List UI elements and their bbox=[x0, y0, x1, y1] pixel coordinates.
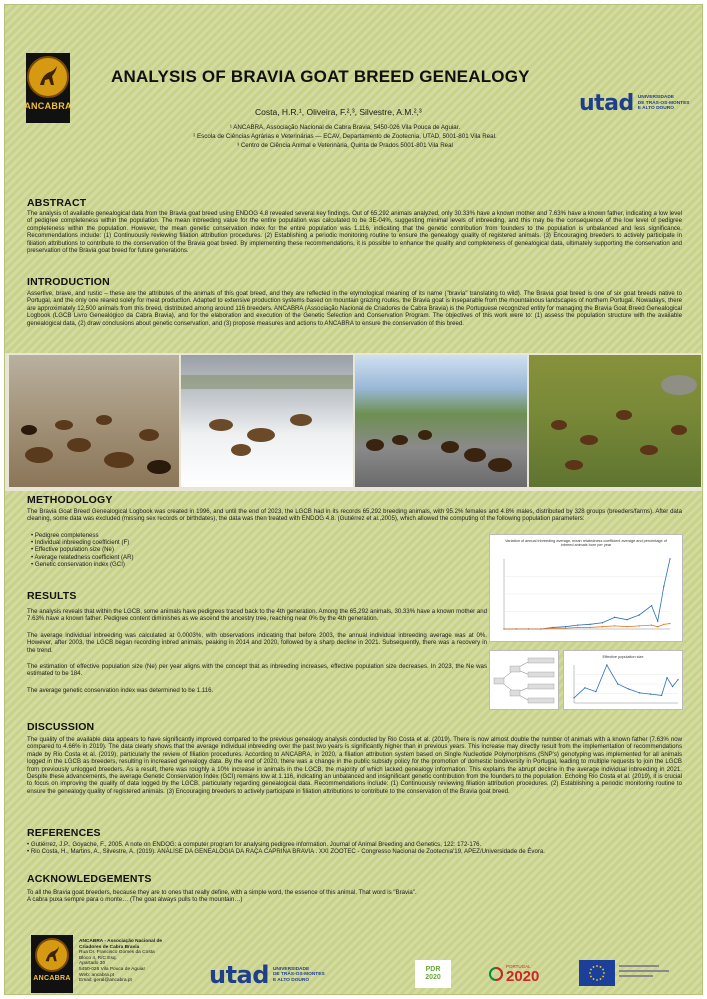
affiliation-3: ³ Centro de Ciência Animal e Veterinária, Quinta de Prados 5001-801 Vila Real bbox=[237, 142, 453, 149]
chart-title-2: Effective population size bbox=[602, 655, 644, 659]
footer-ancabra-logo bbox=[31, 935, 73, 993]
data-point bbox=[528, 628, 529, 629]
data-point bbox=[672, 686, 673, 687]
methodology-text: The Bravia Goat Breed Genealogical Logbook was created in 1996, and until the end of 2023, the LGCB had in its records 65,292 breeding animals, with 95.2% females and 4.8% males, distributed by 328 groups (breeders/farms). After data cleaning, some data was excluded (missing sex records or birthdates), the data was then treated with ENDOG 4.8. (Gutiérrez et al.,2005), which allowed the computing of the following population parameters: bbox=[27, 508, 682, 523]
data-point bbox=[589, 624, 590, 625]
footer-address-2: Bloco 4, R/C Esq. bbox=[79, 955, 117, 961]
eu-star bbox=[600, 978, 602, 980]
data-point bbox=[614, 625, 615, 626]
methodology-heading: METHODOLOGY bbox=[27, 494, 113, 506]
poster bbox=[4, 4, 703, 995]
results-paragraph-1: The analysis reveals that within the LGCB, some animals have pedigrees traced back to the 4th generation. Among the 65,292 animals, 30.33% have a known mother and 7.63% have a known father. Pedigree content diminishes as we ascend the ancestry tree, reaching near 0% by the 4th generation. bbox=[27, 608, 487, 623]
ancabra-logo-text: ANCABRA bbox=[24, 101, 72, 111]
list-item: • Individual inbreeding coefficient (F) bbox=[31, 539, 311, 546]
footer-utad-wordmark: utad bbox=[209, 961, 269, 989]
eu-stars-icon bbox=[587, 963, 607, 983]
pdr-2020-logo bbox=[415, 960, 451, 988]
data-point bbox=[651, 605, 652, 606]
data-point bbox=[639, 625, 640, 626]
reference-item: • Rio Costa, H., Martins, A., Silvestre, A. (2019). ANÁLISE DA GENEALOGIA DA RAÇA CAPRINA BRAVIA . XXI ZOOTEC - Congresso Nacional de Zootecnia'19, APEZ/Universidade de Évora. bbox=[27, 848, 682, 855]
eu-star bbox=[593, 978, 595, 980]
data-point bbox=[626, 619, 627, 620]
footer-org-name: ANCABRA - Associação Nacional de Criadores de Cabra Bravia bbox=[79, 939, 163, 950]
data-point bbox=[577, 624, 578, 625]
chart-title-1: Variation of annual inbreeding average, mean relatedness coefficient average and percentage of inbreed animals born per year bbox=[505, 539, 667, 548]
introduction-heading: INTRODUCTION bbox=[27, 276, 110, 288]
chart-2-plot bbox=[564, 661, 683, 710]
data-point bbox=[589, 627, 590, 628]
data-point bbox=[626, 626, 627, 627]
data-point bbox=[602, 622, 603, 623]
data-point bbox=[650, 693, 651, 694]
data-point bbox=[584, 687, 585, 688]
portugal-2020-logo bbox=[489, 960, 567, 988]
affiliation-2: ² Escola de Ciências Agrárias e Veterinárias — ECAV, Departamento de Zootecnia, UTAD, 5001-801 Vila Real. bbox=[193, 133, 497, 140]
data-point bbox=[666, 677, 667, 678]
eu-star bbox=[590, 969, 592, 971]
data-point bbox=[573, 697, 574, 698]
data-point bbox=[617, 683, 618, 684]
portugal-flag-icon bbox=[489, 965, 503, 983]
references-heading: REFERENCES bbox=[27, 827, 101, 839]
eu-star bbox=[593, 966, 595, 968]
data-point bbox=[516, 628, 517, 629]
data-point bbox=[661, 695, 662, 696]
pdr-logo-text: PDR 2020 bbox=[425, 966, 441, 981]
abstract-heading: ABSTRACT bbox=[27, 197, 87, 209]
methodology-list bbox=[31, 532, 311, 568]
goats-road-photo bbox=[355, 355, 527, 487]
portugal-year: 2020 bbox=[506, 968, 540, 985]
footer-address-3: Apartado 30 bbox=[79, 961, 106, 967]
results-paragraph-2: The average individual inbreeding was calculated at 0.0003%, with observations indicating that before 2003, the annual individual inbreeding average was at 0%. However, after 2003, the LGCB began recording inbred animals, peaking in 2014 and 2020, followed by a sharp decline in 2021. Subsequently, there was a recovery in the trend. bbox=[27, 631, 487, 654]
data-point bbox=[602, 626, 603, 627]
results-paragraph-4: The average genetic conservation index was determined to be 1.116. bbox=[27, 686, 214, 694]
eu-star bbox=[600, 966, 602, 968]
inbreeding-chart bbox=[489, 534, 683, 642]
data-point bbox=[651, 624, 652, 625]
data-point bbox=[503, 628, 504, 629]
results-paragraph-3: The estimation of effective population size (Ne) per year aligns with the concept that as inbreeding increases, effective population size decreases. In 2023, the Ne was estimated to be 184. bbox=[27, 663, 487, 678]
footer-address-4: 5450-026 Vila Pouca de Aguiar bbox=[79, 966, 146, 972]
acknowledgement-line-2: A cabra puxa sempre para o monte… (The goat always pulls to the mountain…) bbox=[27, 896, 243, 904]
discussion-text: The quality of the available data appears to have significantly improved compared to the previous genealogy analysis conducted by Rio Costa et al. (2019). There is now almost double the number of animals with a known father (7.63% now compared to 4.66% in 2019). The data clearly shows that the average individual inbreeding over the past two years is significantly higher than in previous years. This increase may directly result from the implementation of recommendations made by Rio Costa et al. (2019), particularly the review of filiation procedures. According to ANCABRA, in 2020, a filiation attribution system based on Single Nucleotide Polymorphisms (SNP's) genotyping was implemented for all animals logged in the LGCB as breeders, resulting in increased genealogy data. By the end of 2020, there was a change in the public subsidy policy for the promotion of domestic biodiversity in Portugal, leading to multiple requests to join the LGCB from previously unlogged breeders. As a result, there was roughly a 10% increase in animals in the LGCB, the majority of which lacked genealogy information. This explains the abrupt decline in the average individual inbreeding in 2021. Despite these advancements, the average Genetic Conservation Index (GCI) remains low at 1.116, indicating an unbalanced and insignificant genetic contribution from the founders to the population. Echoing Rio Costa et al. (2019), it is crucial to focus on improving the quality of data logged by the LGCB, particularly regarding genealogical data. Recommendations include: (1) Continuously reviewing filiation attribution procedures. (2) Establishing a periodic monitoring routine to ensure the genealogy quality of registered animals. (3) Encouraging breeders to actively participate in filiation attributions to contribute to the conservation of the Bravia goat breed. bbox=[27, 736, 682, 795]
goat-emblem-icon bbox=[35, 938, 69, 972]
data-point bbox=[639, 614, 640, 615]
footer-email: Email: geral@ancabra.pt bbox=[79, 978, 132, 984]
eu-star bbox=[596, 965, 598, 967]
utad-wordmark: utad bbox=[579, 91, 634, 116]
eu-star bbox=[596, 979, 598, 981]
results-heading: RESULTS bbox=[27, 590, 77, 602]
reference-item: • Gutiérrez, J.P., Goyache, F., 2005. A note on ENDOG: a computer program for analysing pedigree information. Journal of Animal Breeding and Genetics, 122: 172-176. bbox=[27, 841, 682, 848]
data-point bbox=[669, 623, 670, 624]
acknowledgements-text bbox=[27, 889, 682, 904]
poster-title: ANALYSIS OF BRAVIA GOAT BREED GENEALOGY bbox=[111, 67, 530, 86]
data-point bbox=[614, 617, 615, 618]
data-point bbox=[677, 679, 678, 680]
eu-star bbox=[602, 969, 604, 971]
discussion-heading: DISCUSSION bbox=[27, 721, 95, 733]
data-point bbox=[663, 586, 664, 587]
portugal-label: PORTUGAL bbox=[506, 964, 531, 969]
footer-contact bbox=[79, 939, 169, 984]
footer-web: Web: ancabra.pt bbox=[79, 972, 115, 978]
footer-utad-sub-1: UNIVERSIDADE bbox=[272, 966, 310, 972]
list-item: • Pedigree completeness bbox=[31, 532, 311, 539]
data-point bbox=[577, 627, 578, 628]
footer-utad-sub-3: E ALTO DOURO bbox=[272, 977, 310, 983]
eu-star bbox=[602, 976, 604, 978]
pedigree-figure bbox=[489, 650, 559, 710]
results-text bbox=[27, 608, 487, 694]
data-point bbox=[657, 621, 658, 622]
series-line-0 bbox=[574, 665, 678, 698]
data-point bbox=[657, 626, 658, 627]
utad-logo bbox=[579, 91, 689, 116]
data-point bbox=[552, 628, 553, 629]
data-point bbox=[639, 692, 640, 693]
list-item: • Average relatedness coefficient (AR) bbox=[31, 554, 311, 561]
list-item: • Genetic conservation index (GCI) bbox=[31, 561, 311, 568]
effective-population-chart bbox=[563, 650, 683, 710]
data-point bbox=[628, 688, 629, 689]
data-point bbox=[669, 558, 670, 559]
goat-emblem-icon bbox=[27, 56, 69, 98]
data-point bbox=[663, 624, 664, 625]
data-point bbox=[595, 691, 596, 692]
eu-star bbox=[590, 976, 592, 978]
pedigree-tree-graphic bbox=[490, 651, 559, 710]
data-point bbox=[540, 628, 541, 629]
references-list bbox=[27, 841, 682, 855]
goat-herd-photo-1 bbox=[9, 355, 179, 487]
eu-star bbox=[603, 972, 605, 974]
footer-utad-sub-2: DE TRÁS-OS-MONTES bbox=[272, 972, 325, 978]
footer-utad-logo bbox=[209, 961, 325, 989]
utad-sub-1: UNIVERSIDADE bbox=[637, 95, 675, 101]
acknowledgements-heading: ACKNOWLEDGEMENTS bbox=[27, 873, 152, 885]
eu-caption bbox=[619, 963, 679, 983]
eu-flag-logo bbox=[579, 960, 615, 986]
authors: Costa, H.R.¹, Oliveira, F.²,³, Silvestre, A.M.²,³ bbox=[255, 107, 422, 117]
footer-logo-text: ANCABRA bbox=[33, 975, 71, 982]
ancabra-logo bbox=[26, 53, 70, 123]
data-point bbox=[606, 664, 607, 665]
goats-mountain-photo bbox=[529, 355, 701, 487]
goat-snow-photo bbox=[181, 355, 353, 487]
acknowledgement-line-1: To all the Bravia goat breeders, because they are to ones that really define, with a simple word, the essence of this animal. That word is "Bravia". bbox=[27, 889, 417, 896]
data-point bbox=[565, 626, 566, 627]
data-point bbox=[565, 628, 566, 629]
utad-sub-3: E ALTO DOURO bbox=[637, 106, 674, 112]
affiliation-1: ¹ ANCABRA, Associação Nacional de Cabra Bravia, 5450-026 Vila Pouca de Aguiar. bbox=[229, 124, 461, 131]
footer-address-1: Rua Dr. Francisco Gomes da Costa bbox=[79, 950, 155, 956]
list-item: • Effective population size (Ne) bbox=[31, 546, 311, 553]
introduction-text: Assertive, brave, and rustic – these are the attributes of the animals of this goat breed, and they are reflected in the etymological meaning of its name ("bravia" translating to wild). The Bravia goat breed is one of six goat breeds native to Portugal, and the only one reared solely for meat production. Adapted to extensive production systems based on mountain grazing routes, the Bravia goat is inseparable from the mountainous landscapes of northern Portugal. Nowadays, there are approximately 12,500 animals from this breed, distributed among around 116 breeders. ANCABRA (Associação Nacional de Criadores de Cabra Bravia) is the Portuguese recognized entity for managing the Bravia Goat Breed Genealogical Logbook (LGCB Livro Genealógico da Cabra Bravia), and for the elaboration and execution of the Genetic Selection and Conservation Program. The objectives of this work were to: (1) assess the population structure with the available genealogical data, (2) draw conclusions about genetic conservation, and (3) propose measures and actions to ANCABRA to ensure the conservation of this breed. bbox=[27, 290, 682, 327]
abstract-text: The analysis of available genealogical data from the Bravia goat breed using ENDOG 4.8 revealed several key findings. Out of 65,292 animals analyzed, only 30.33% have a known mother and 7.63% have a known father, indicating a low level of pedigree completeness within the population. The mean inbreeding value for the entire population was calculated to be 3E-04%, suggesting minimal levels of inbreeding, and this may be the consequence of the low level of pedigree completeness within the population. However, the mean genetic conservation index for the entire population was 1.116, indicating that the genetic contribution from founders to the population is unbalanced and less significance. Recommendations include: (1) Continuously reviewing filiation attribution procedures. (2) Establishing a periodic monitoring routine to ensure the genealogy quality of registered animals. (3) Encouraging breeders to actively participate in filiation attributions to contribute to the conservation of the Bravia goat breed. By implementing these recommendations, it is possible to enhance the quality and completeness of genealogical data, ultimately supporting the conservation and preservation of the Bravia goat breed for future generations. bbox=[27, 210, 682, 255]
eu-star bbox=[589, 972, 591, 974]
affiliations bbox=[125, 123, 565, 150]
utad-sub-2: DE TRÁS-OS-MONTES bbox=[637, 100, 690, 106]
chart-1-plot bbox=[490, 553, 683, 641]
